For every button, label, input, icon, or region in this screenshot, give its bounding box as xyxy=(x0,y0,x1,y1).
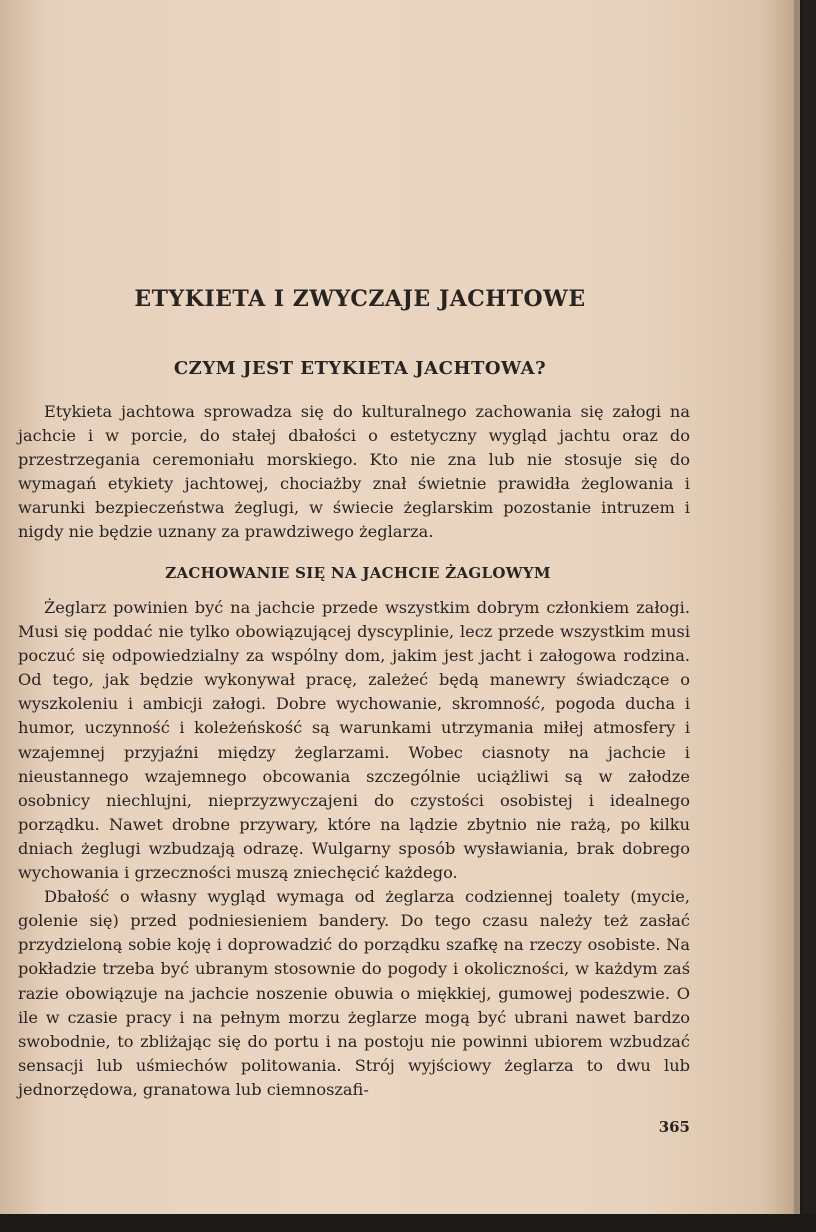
paragraph-2: Dbałość o własny wygląd wymaga od żeglarza codziennej toalety (mycie, golenie się) przed podniesieniem bandery. Do tego czasu należy też zasłać przydzieloną sobie koję i doprowadzić do porządku szafkę na rzeczy osobiste. Na pokładzie trzeba być ubranym stosownie do pogody i okoliczności, w każdym zaś razie obowiązuje na jachcie noszenie obuwia o miękkiej, gumowej podeszwie. O ile w czasie pracy i na pełnym morzu żeglarze mogą być ubrani nawet bardzo swobodnie, to zbliżając się do portu i na postoju nie powinni ubiorem wzbudzać sensacji lub uśmiechów politowania. Strój wyjściowy żeglarza to dwu lub jednorzędowa, granatowa lub ciemnoszafi- xyxy=(18,887,690,1099)
page-number: 365 xyxy=(658,1118,690,1136)
subsection-title: ZACHOWANIE SIĘ NA JACHCIE ŻAGLOWYM xyxy=(165,564,551,582)
book-edge xyxy=(802,0,816,1232)
section-title: CZYM JEST ETYKIETA JACHTOWA? xyxy=(173,358,547,379)
intro-text-block xyxy=(18,400,690,545)
main-text-block xyxy=(18,596,690,1102)
paragraph-1: Żeglarz powinien być na jachcie przede wszystkim dobrym członkiem załogi. Musi się poddać nie tylko obowiązującej dyscyplinie, lecz przede wszystkim musi poczuć się odpowiedzialny za wspólny dom, jakim jest jacht i załogowa rodzina. Od tego, jak będzie wykonywał pracę, zależeć będą manewry świadczące o wyszkoleniu i ambicji załogi. Dobre wychowanie, skromność, pogoda ducha i humor, uczynność i koleżeńskość są warunkami utrzymania miłej atmosfery i wzajemnej przyjaźni między żeglarzami. Wobec ciasnoty na jachcie i nieustannego wzajemnego obcowania szczególnie uciążliwi są w załodze osobnicy niechlujni, nieprzyzwyczajeni do czystości osobistej i idealnego porządku. Nawet drobne przywary, które na lądzie zbytnio nie rażą, po kilku dniach żeglugi wzbudzają odrazę. Wulgarny sposób wysławiania, brak dobrego wychowania i grzeczności muszą zniechęcić każdego. xyxy=(18,598,690,883)
paragraph-intro: Etykieta jachtowa sprowadza się do kulturalnego zachowania się załogi na jachcie i w porcie, do stałej dbałości o estetyczny wygląd jachtu oraz do przestrzegania ceremoniału morskiego. Kto nie zna lub nie stosuje się do wymagań etykiety jachtowej, chociażby znał świetnie prawidła żeglowania i warunki bezpieczeństwa żeglugi, w świecie żeglarskim pozostanie intruzem i nigdy nie będzie uznany za prawdziwego żeglarza. xyxy=(18,402,690,542)
book-bottom-edge xyxy=(0,1214,816,1232)
chapter-title: ETYKIETA I ZWYCZAJE JACHTOWE xyxy=(134,286,586,312)
